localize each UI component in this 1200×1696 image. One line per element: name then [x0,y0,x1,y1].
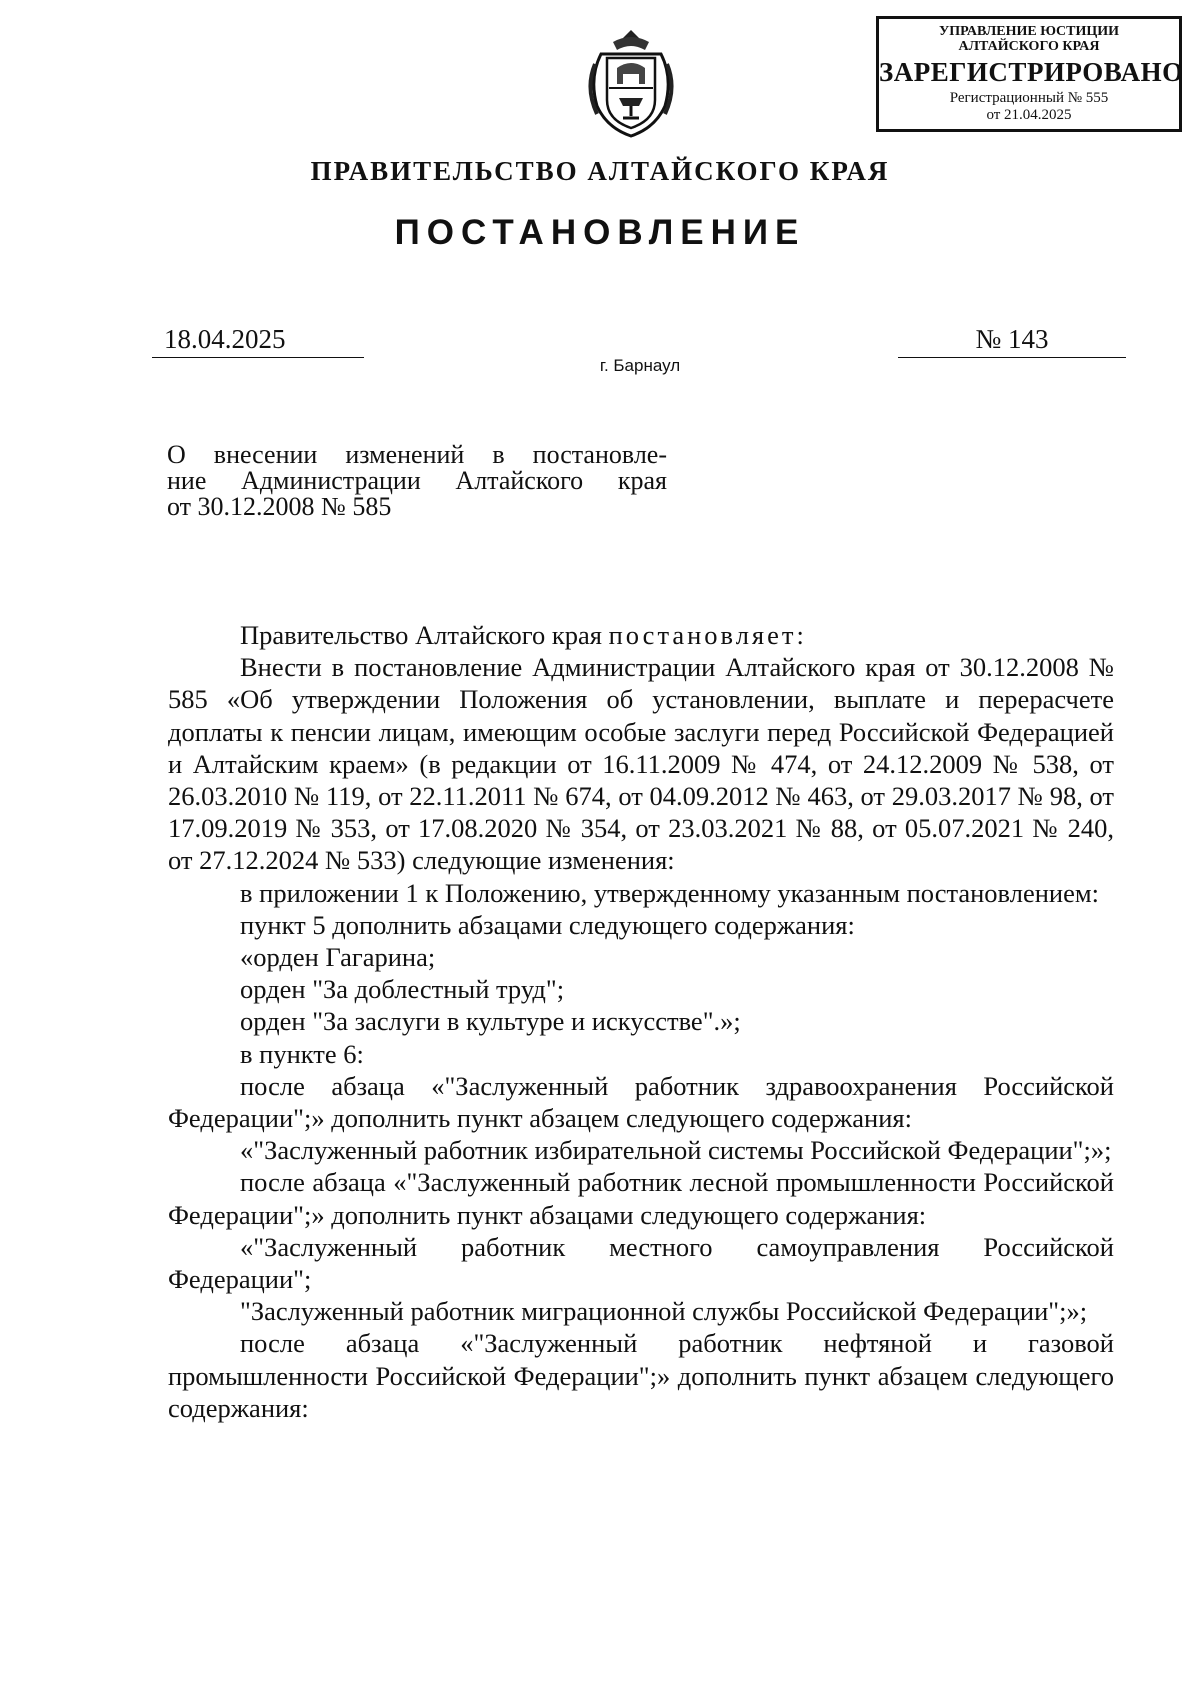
subject-line: от 30.12.2008 № 585 [167,492,392,521]
registration-stamp [876,16,1182,132]
body-paragraph: после абзаца «"Заслуженный работник здравоохранения Российской Федерации";» дополнить пункт абзацем следующего содержания: [168,1070,1114,1134]
body-paragraph: орден "За заслуги в культуре и искусстве".»; [240,1006,741,1037]
document-subject [167,442,667,520]
stamp-status: ЗАРЕГИСТРИРОВАНО [879,57,1184,88]
body-paragraph: "Заслуженный работник миграционной службы Российской Федерации";»; [240,1296,1088,1327]
body-paragraph: пункт 5 дополнить абзацами следующего содержания: [240,909,855,940]
document-type: ПОСТАНОВЛЕНИЕ [394,213,806,252]
intro-text: Правительство Алтайского края [240,620,609,650]
stamp-authority-line2: АЛТАЙСКОГО КРАЯ [958,38,1100,54]
stamp-authority-line1: УПРАВЛЕНИЕ ЮСТИЦИИ [939,24,1119,39]
government-title: ПРАВИТЕЛЬСТВО АЛТАЙСКОГО КРАЯ [310,156,890,186]
stamp-registration-number: Регистрационный № 555 [949,89,1109,106]
body-paragraph-intro [168,619,1114,651]
body-paragraph: Внести в постановление Администрации Алтайского края от 30.12.2008 № 585 «Об утверждении Положения об установлении, выплате и перерасчете доплаты к пенсии лицам, имеющим особые заслуги перед Российской Федерацией и Алтайским краем» (в редакции от 16.11.2009 № 474, от 24.12.2009 № 538, от 26.03.2010 № 119, от 22.11.2011 № 674, от 04.09.2012 № 463, от 29.03.2017 № 98, от 17.09.2019 № 353, от 17.08.2020 № 354, от 23.03.2021 № 88, от 05.07.2021 № 240, от 27.12.2024 № 533) следующие изменения: [168,652,1114,876]
body-paragraph: «"Заслуженный работник местного самоуправления Российской Федерации"; [168,1231,1114,1295]
stamp-registration-date: от 21.04.2025 [986,107,1072,124]
subject-line: О внесении изменений в постановле- [167,440,667,469]
body-paragraph: «орден Гагарина; [240,942,436,973]
intro-resolves: постановляет: [608,620,807,650]
document-date: 18.04.2025 [152,324,364,358]
body-paragraph: в приложении 1 к Положению, утвержденному указанным постановлением: [240,877,1099,908]
body-paragraph: «"Заслуженный работник избирательной системы Российской Федерации";»; [240,1135,1112,1166]
coat-of-arms-emblem-icon [583,28,679,140]
document-city: г. Барнаул [599,356,681,375]
subject-line: ние Администрации Алтайского края [167,466,667,495]
body-paragraph: после абзаца «"Заслуженный работник лесной промышленности Российской Федерации";» дополнить пункт абзацами следующего содержания: [168,1167,1114,1230]
body-paragraph: в пункте 6: [240,1038,364,1069]
body-paragraph: после абзаца «"Заслуженный работник нефтяной и газовой промышленности Российской Федерации";» дополнить пункт абзацем следующего содержания: [168,1328,1114,1423]
document-number: № 143 [898,324,1126,358]
body-paragraph: орден "За доблестный труд"; [240,974,565,1005]
document-body [168,619,1114,1424]
